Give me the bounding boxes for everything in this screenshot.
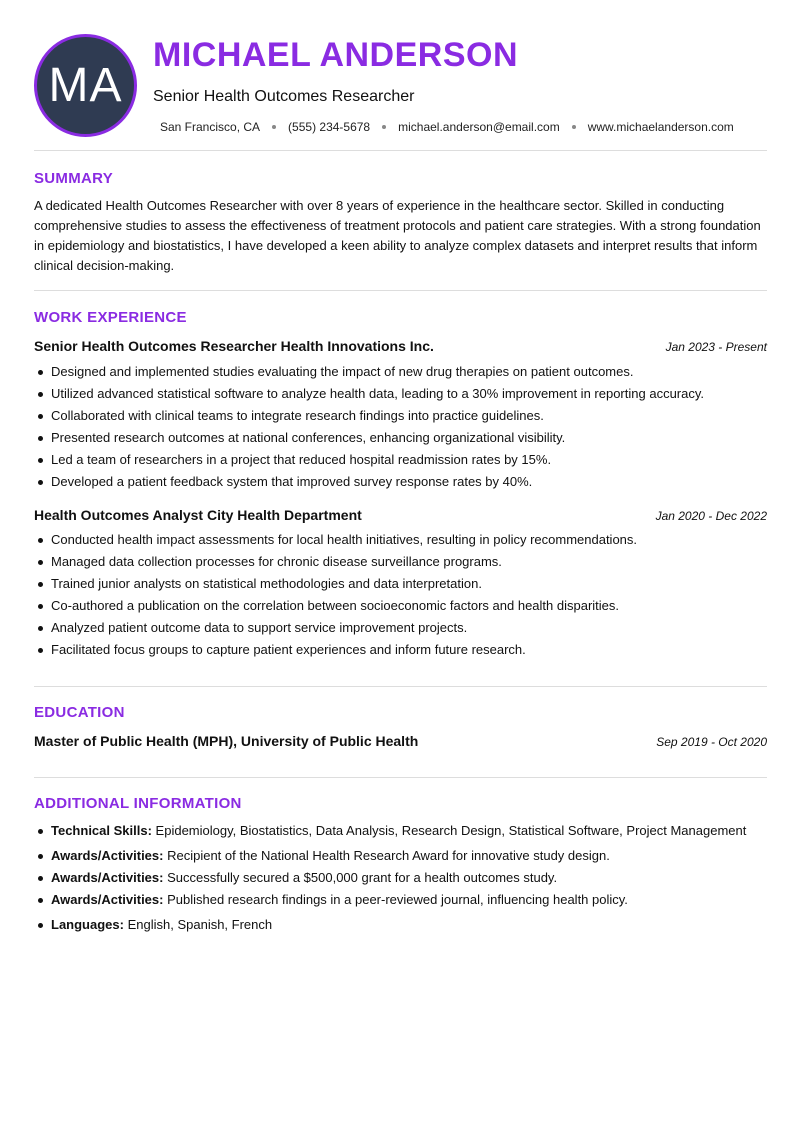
list-item [34, 867, 774, 889]
info-value: Recipient of the National Health Research Award for innovative study design. [167, 848, 610, 863]
list-item: Collaborated with clinical teams to integrate research findings into practice guidelines. [34, 405, 774, 427]
summary-text: A dedicated Health Outcomes Researcher with over 8 years of experience in the healthcare sector. Skilled in conducting comprehensive studies to assess the effectiveness of treatment protocols and patient care strategies. With a strong foundation in epidemiology and biostatistics, I have developed a keen ability to analyze complex datasets and interpret results that inform clinical decision-making. [34, 198, 761, 273]
info-label: Awards/Activities: [51, 892, 164, 907]
list-item: Presented research outcomes at national conferences, enhancing organizational visibility. [34, 427, 774, 449]
separator-dot [572, 125, 576, 129]
list-item: Analyzed patient outcome data to support service improvement projects. [34, 617, 774, 639]
summary-heading: SUMMARY [34, 170, 114, 187]
candidate-title: Senior Health Outcomes Researcher [153, 88, 415, 105]
contact-email[interactable]: michael.anderson@email.com [398, 120, 560, 134]
education-entry [34, 733, 767, 749]
job-role: Health Outcomes Analyst City Health Department [34, 507, 362, 523]
list-item: Developed a patient feedback system that improved survey response rates by 40%. [34, 471, 774, 493]
education-dates: Sep 2019 - Oct 2020 [656, 735, 767, 749]
list-item [34, 914, 774, 936]
job-dates: Jan 2020 - Dec 2022 [655, 509, 767, 523]
info-label: Languages: [51, 917, 124, 932]
list-item [34, 845, 774, 867]
degree: Master of Public Health (MPH), University of Public Health [34, 733, 419, 749]
job-bullets [34, 361, 774, 493]
info-value: Published research findings in a peer-reviewed journal, influencing health policy. [167, 892, 628, 907]
info-value: Successfully secured a $500,000 grant for a health outcomes study. [167, 870, 558, 885]
job-bullets [34, 529, 774, 661]
divider [34, 150, 767, 151]
separator-dot [382, 125, 386, 129]
list-item: Facilitated focus groups to capture patient experiences and inform future research. [34, 639, 774, 661]
avatar [34, 34, 137, 137]
divider [34, 290, 767, 291]
list-item: Designed and implemented studies evaluating the impact of new drug therapies on patient outcomes. [34, 361, 774, 383]
list-item: Managed data collection processes for chronic disease surveillance programs. [34, 551, 774, 573]
divider [34, 777, 767, 778]
contact-website[interactable]: www.michaelanderson.com [587, 120, 734, 134]
education-heading: EDUCATION [34, 704, 125, 721]
separator-dot [272, 125, 276, 129]
list-item: Utilized advanced statistical software to analyze health data, leading to a 30% improvement in reporting accuracy. [34, 383, 774, 405]
info-label: Awards/Activities: [51, 848, 164, 863]
job-role: Senior Health Outcomes Researcher Health Innovations Inc. [34, 338, 434, 354]
list-item: Conducted health impact assessments for local health initiatives, resulting in policy recommendations. [34, 529, 774, 551]
additional-info-list [34, 820, 774, 936]
job-dates: Jan 2023 - Present [665, 340, 767, 354]
list-item: Trained junior analysts on statistical methodologies and data interpretation. [34, 573, 774, 595]
additional-info-heading: ADDITIONAL INFORMATION [34, 795, 242, 812]
contact-line [160, 120, 734, 134]
list-item [34, 820, 774, 842]
job-header [34, 338, 767, 354]
contact-phone[interactable]: (555) 234-5678 [288, 120, 371, 134]
candidate-name: MICHAEL ANDERSON [153, 36, 519, 74]
divider [34, 686, 767, 687]
job-header [34, 507, 767, 523]
avatar-initials: MA [48, 59, 123, 112]
info-label: Technical Skills: [51, 823, 152, 838]
info-value: English, Spanish, French [127, 917, 273, 932]
info-value: Epidemiology, Biostatistics, Data Analysis, Research Design, Statistical Software, Project Management [155, 823, 747, 838]
work-experience-heading: WORK EXPERIENCE [34, 309, 187, 326]
list-item: Co-authored a publication on the correlation between socioeconomic factors and health disparities. [34, 595, 774, 617]
list-item: Led a team of researchers in a project that reduced hospital readmission rates by 15%. [34, 449, 774, 471]
info-label: Awards/Activities: [51, 870, 164, 885]
list-item [34, 889, 774, 911]
contact-location: San Francisco, CA [160, 120, 261, 134]
